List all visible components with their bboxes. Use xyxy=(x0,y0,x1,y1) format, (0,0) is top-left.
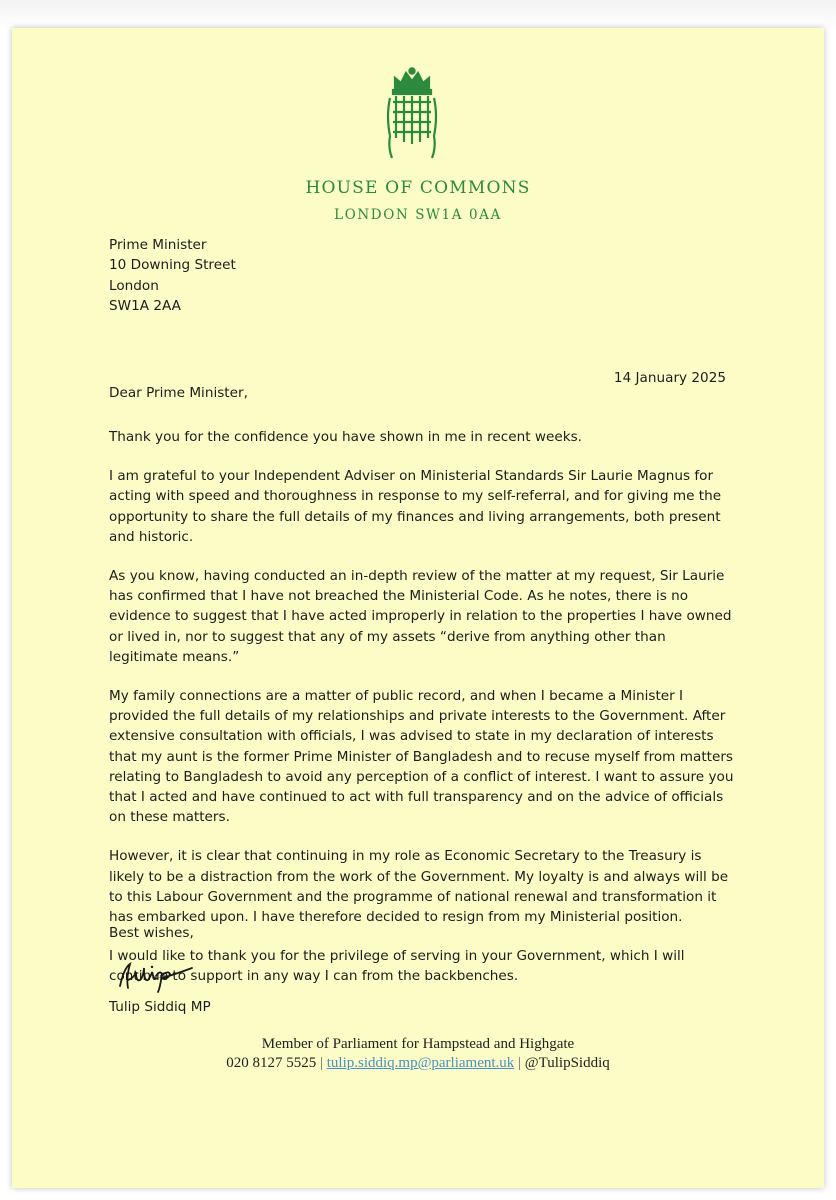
paragraph: I am grateful to your Independent Adviser on Ministerial Standards Sir Laurie Magnus for acting with speed and thoroughness in response to my self-referral, and for giving me the opportunity to share the full details of my finances and living arrangements, both present and historic. xyxy=(109,468,722,545)
letter-date: 14 January 2025 xyxy=(613,370,726,386)
paragraph: Thank you for the confidence you have shown in me in recent weeks. xyxy=(109,429,583,445)
footer-contact xyxy=(0,1055,836,1072)
recipient-line: Prime Minister xyxy=(109,237,207,253)
screenshot-top-edge xyxy=(0,0,836,30)
footer-phone: 020 8127 5525 xyxy=(226,1055,317,1071)
footer-constituency: Member of Parliament for Hampstead and Highgate xyxy=(261,1036,575,1052)
paragraph: I would like to thank you for the privilege of serving in your Government, which I will continue to support in any way I can from the backbenches. xyxy=(109,948,685,985)
recipient-line: 10 Downing Street xyxy=(109,257,236,274)
letterhead-address: LONDON SW1A 0AA xyxy=(334,207,502,223)
paragraph: As you know, having conducted an in-depth review of the matter at my request, Sir Laurie has confirmed that I have not breached the Ministerial Code. As he notes, there is no evidence to suggest that I have acted improperly in relation to the properties I have owned or lived in, nor to suggest that any of my assets “derive from anything other than legitimate means.” xyxy=(109,568,732,665)
handwritten-signature xyxy=(116,958,196,994)
paragraph: My family connections are a matter of public record, and when I became a Minister I provided the full details of my relationships and private interests to the Government. After extensive consultation with officials, I was advised to state in my declaration of interests that my aunt is the former Prime Minister of Bangladesh and to recuse myself from matters relating to Bangladesh to avoid any perception of a conflict of interest. I want to assure you that I acted and have continued to act with full transparency and on the advice of officials on these matters. xyxy=(109,688,734,826)
recipient-line: London xyxy=(109,277,159,294)
letter-body xyxy=(109,427,734,1006)
footer-email-link[interactable]: tulip.siddiq.mp@parliament.uk xyxy=(326,1055,515,1071)
footer-twitter: @TulipSiddiq xyxy=(524,1055,610,1071)
closing: Best wishes, xyxy=(109,925,194,941)
letterhead-institution: HOUSE OF COMMONS xyxy=(305,178,531,198)
salutation: Dear Prime Minister, xyxy=(109,385,248,401)
recipient-address xyxy=(109,235,236,317)
footer-separator: | xyxy=(518,1055,522,1071)
signatory-name: Tulip Siddiq MP xyxy=(109,999,211,1015)
recipient-line: SW1A 2AA xyxy=(109,298,181,315)
footer-separator: | xyxy=(319,1055,323,1071)
portcullis-crest-icon xyxy=(386,66,438,162)
paragraph: However, it is clear that continuing in my role as Economic Secretary to the Treasury is likely to be a distraction from the work of the Government. My loyalty is and always will be to this Labour Government and the programme of national renewal and transformation it has embarked upon. I have therefore decided to resign from my Ministerial position. xyxy=(109,848,729,926)
